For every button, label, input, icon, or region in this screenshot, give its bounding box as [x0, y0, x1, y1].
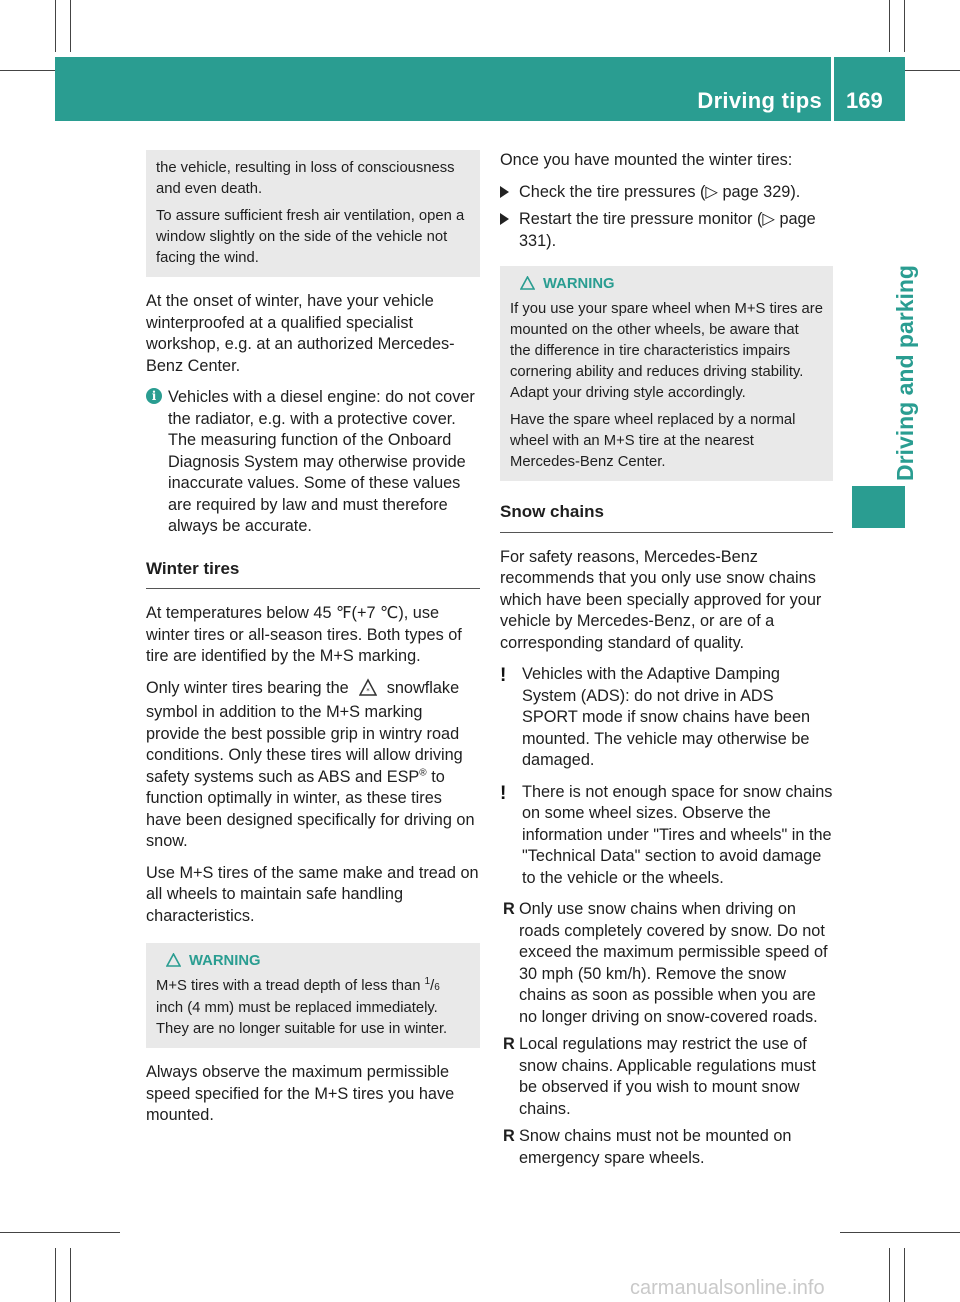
registered-mark: ®	[419, 767, 427, 779]
winter-p2-end: to function optimally in winter, as these tires have been designed specifically for driving on snow.	[146, 767, 475, 850]
side-tab	[852, 121, 918, 481]
spare-wheel-warning-box	[500, 266, 833, 481]
step-item	[500, 182, 833, 204]
warning-title	[156, 951, 470, 972]
crop-mark	[904, 1248, 905, 1302]
continued-warning-box	[146, 150, 480, 277]
bullet-mark: R	[503, 900, 515, 918]
crop-mark	[70, 0, 71, 52]
crop-mark	[0, 1232, 120, 1233]
warning-title-text: WARNING	[189, 953, 261, 969]
tread-warning-box	[146, 943, 480, 1048]
tread-warning-end: inch (4 mm) must be replaced immediately. They are no longer suitable for use in winter.	[156, 1000, 448, 1037]
spare-wheel-warning-text-2: Have the spare wheel replaced by a normal wheel with an M+S tire at the nearest Mercedes-Benz Center.	[510, 412, 796, 470]
info-note-text: Vehicles with a diesel engine: do not cover the radiator, e.g. with a protective cover. The measuring function of the Onboard Diagnosis System may otherwise provide inaccurate values. Some of these values are required by law and must therefore always be accurate.	[168, 388, 475, 535]
bullet-mark: R	[503, 1127, 515, 1145]
watermark: carmanualsonline.info	[630, 1277, 825, 1299]
crop-mark	[904, 0, 905, 52]
side-block	[852, 486, 905, 528]
info-note	[146, 387, 480, 538]
warning-triangle-icon	[166, 953, 181, 967]
left-column	[146, 150, 480, 1137]
caution-note	[500, 664, 833, 772]
caution-note	[500, 782, 833, 890]
crop-mark	[889, 1248, 890, 1302]
page-number: 169	[846, 88, 883, 113]
caution-note-text: There is not enough space for snow chains on some wheel sizes. Observe the information under "Tires and wheels" in the "Technical Data" section to avoid damage to the vehicle or the wheels.	[522, 782, 833, 887]
bullet-mark: R	[503, 1035, 515, 1053]
winter-p2-start: Only winter tires bearing the	[146, 678, 349, 697]
step-text: Check the tire pressures (▷ page 329).	[519, 182, 801, 201]
winterproof-paragraph: At the onset of winter, have your vehicle winterproofed at a qualified specialist workshop, e.g. at an authorized Mercedes-Benz Center.	[146, 292, 455, 375]
info-icon: i	[146, 388, 162, 404]
bullet-item	[500, 1034, 833, 1120]
fraction-denominator: 6	[434, 982, 440, 993]
crop-mark	[55, 0, 56, 52]
header-divider	[831, 57, 834, 121]
step-arrow-icon	[500, 186, 509, 198]
bullet-text: Only use snow chains when driving on roads completely covered by snow. Do not exceed the maximum permissible speed of 30 mph (50 km/h). Remove the snow chains as soon as possible when you are no longer driving on snow-covered roads.	[519, 900, 828, 1026]
warning-triangle-icon	[520, 276, 535, 290]
svg-text:*: *	[365, 686, 370, 695]
snow-chains-paragraph: For safety reasons, Mercedes-Benz recommends that you only use snow chains which have been specially approved for your vehicle by Mercedes-Benz, or are of a corresponding standard of quality.	[500, 547, 822, 652]
crop-mark	[889, 0, 890, 52]
continued-warning-text-1: the vehicle, resulting in loss of consciousness and even death.	[156, 160, 455, 197]
exclamation-icon: !	[500, 782, 507, 804]
bullet-item	[500, 1126, 833, 1169]
continued-warning-text-2: To assure sufficient fresh air ventilation, open a window slightly on the side of the vehicle not facing the wind.	[156, 208, 465, 266]
mounted-intro: Once you have mounted the winter tires:	[500, 151, 793, 169]
winter-tires-paragraph-3: Use M+S tires of the same make and tread on all wheels to maintain safe handling characteristics.	[146, 863, 479, 925]
bullet-text: Local regulations may restrict the use of snow chains. Applicable regulations must be observed if you wish to mount snow chains.	[519, 1035, 816, 1118]
step-item	[500, 209, 833, 252]
exclamation-icon: !	[500, 665, 507, 686]
snowflake-mountain-icon	[359, 678, 377, 703]
right-column	[500, 150, 833, 1175]
bullet-text: Snow chains must not be mounted on emergency spare wheels.	[519, 1127, 792, 1167]
tread-warning-start: M+S tires with a tread depth of less than	[156, 978, 425, 994]
warning-title	[510, 274, 823, 295]
caution-note-text: Vehicles with the Adaptive Damping System (ADS): do not drive in ADS SPORT mode if snow chains have been mounted. The vehicle may otherwise be damaged.	[522, 665, 811, 769]
side-tab-label: Driving and parking	[892, 265, 918, 481]
crop-mark	[55, 1248, 56, 1302]
step-text: Restart the tire pressure monitor (▷ page 331).	[519, 210, 816, 250]
winter-tires-paragraph-1: At temperatures below 45 ℉(+7 ℃), use winter tires or all-season tires. Both types of tire are identified by the M+S marking.	[146, 604, 462, 665]
warning-title-text: WARNING	[543, 276, 615, 292]
speed-paragraph: Always observe the maximum permissible speed specified for the M+S tires you have mounted.	[146, 1063, 455, 1124]
winter-tires-heading: Winter tires	[146, 558, 480, 590]
tread-warning-text: M+S tires with a tread depth of less than $^1$/6 inch (4 mm) must be replaced immediately. They are no longer suitable for use in winter.	[156, 976, 448, 1037]
spare-wheel-warning-text-1: If you use your spare wheel when M+S tires are mounted on the other wheels, be aware that the difference in tire characteristics impairs cornering ability and reduces driving stability. Adapt your driving style accordingly.	[510, 301, 823, 401]
snow-chains-heading: Snow chains	[500, 501, 833, 533]
winter-p2-middle: snowflake symbol in addition to the M+S marking provide the best possible grip in wintry road conditions. Only these tires will allow driving safety systems such as ABS and ESP	[146, 678, 463, 786]
bullet-item	[500, 899, 833, 1028]
fraction-numerator: 1	[424, 976, 431, 988]
page-title: Driving tips	[697, 88, 822, 113]
crop-mark	[70, 1248, 71, 1302]
step-arrow-icon	[500, 213, 509, 225]
winter-tires-paragraph-2	[146, 678, 480, 853]
crop-mark	[840, 1232, 960, 1233]
